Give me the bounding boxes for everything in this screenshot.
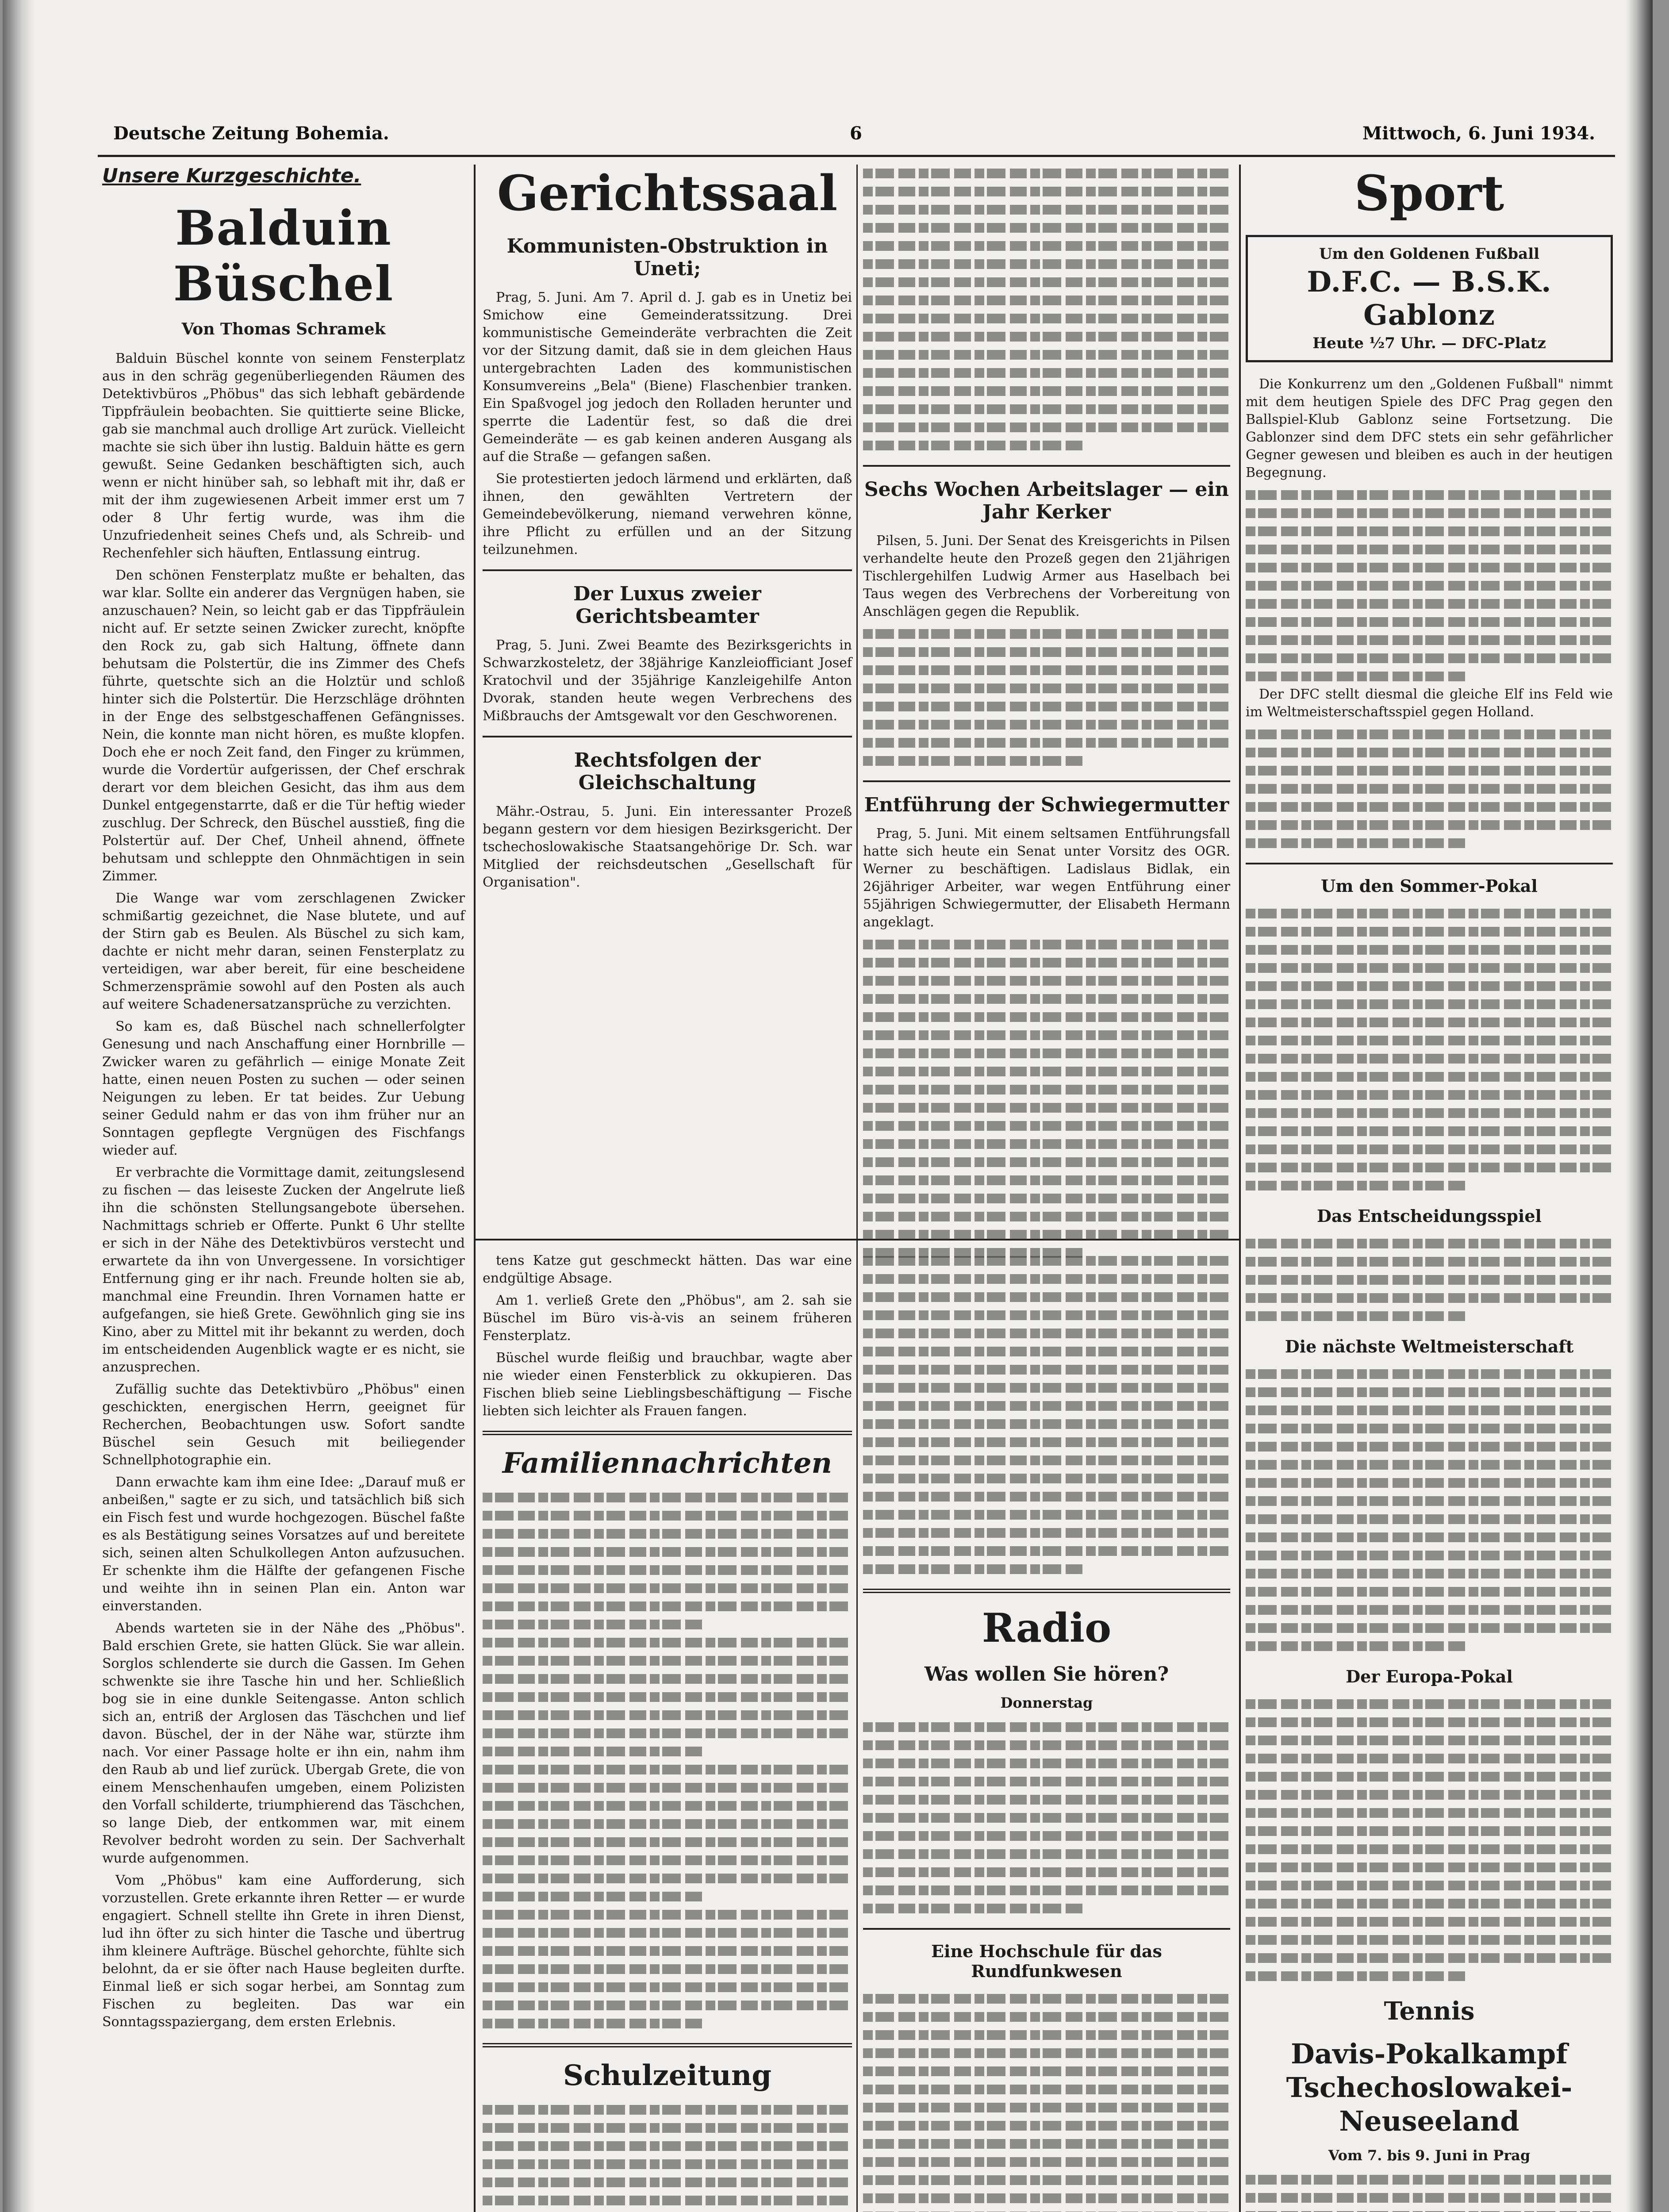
text-line bbox=[1246, 1424, 1613, 1433]
text-line bbox=[863, 1994, 1230, 2004]
story-paragraph: Am 1. verließ Grete den „Phöbus", am 2. sah sie Büschel im Büro vis-à-vis an seinem früheren Fensterplatz. bbox=[483, 1293, 856, 1344]
text-line bbox=[863, 1401, 1230, 1411]
text-line bbox=[863, 386, 1230, 396]
masthead-date: Mittwoch, 6. Juni 1934. bbox=[1362, 123, 1595, 144]
text-line bbox=[1246, 1036, 1613, 1045]
masthead-left: Deutsche Zeitung Bohemia. bbox=[113, 123, 389, 144]
text-line bbox=[483, 2019, 704, 2028]
story-paragraph: Er verbrachte die Vormittage damit, zeitungslesend zu fischen — das leiseste Zucken der Angelrute ließ ihn die schönsten Stellungsangebote übersehen. Nachmittags schrieb er Offerte. Punkt 6 Uhr stellte er sich in der Nähe des Detektivbüros verstecht und erwartete da ihn von Unvergessene. In vorsichtiger Entfernung ging er ihr nach. Freunde holten sie ab, manchmal eine Freundin. Ihren Vornamen hatte er aufgefangen, sie hieß Grete. Gewöhnlich ging sie ins Kino, aber zu Mittel mit ihr bekannt zu werden, doch im entscheidenden Augenblick wagte er es nicht, sie anzusprechen. bbox=[102, 1165, 469, 1375]
text-line bbox=[483, 1529, 852, 1539]
text-line bbox=[1246, 1072, 1613, 1082]
text-line bbox=[863, 1139, 1230, 1149]
story-paragraph: Zufällig suchte das Detektivbüro „Phöbus" einen geschickten, energischen Herrn, geeignet für Recherchen, Beobachtungen usw. Sofort sandte Büschel sein Gesuch mit beiliegender Schnellphotographie ein. bbox=[102, 1382, 469, 1468]
text-line bbox=[863, 332, 1230, 342]
text-line bbox=[863, 1722, 1230, 1732]
text-line bbox=[863, 1795, 1230, 1805]
text-line bbox=[863, 1492, 1230, 1502]
text-line bbox=[1246, 1605, 1613, 1615]
text-line bbox=[483, 1656, 852, 1666]
text-line bbox=[1246, 1090, 1613, 1100]
text-line bbox=[863, 350, 1230, 360]
radio-subheading: Was wollen Sie hören? bbox=[924, 1663, 1169, 1686]
section-title-court: Gerichtssaal bbox=[497, 165, 838, 222]
text-line bbox=[863, 1419, 1230, 1429]
text-line bbox=[1246, 1772, 1613, 1782]
text-line bbox=[483, 1620, 704, 1629]
text-line bbox=[863, 2121, 1230, 2131]
text-line bbox=[863, 2157, 1230, 2167]
match-announcement-box bbox=[1246, 235, 1613, 362]
text-line bbox=[1246, 2175, 1613, 2185]
text-line bbox=[1246, 784, 1613, 794]
column-court-continued bbox=[863, 165, 1235, 1235]
text-line bbox=[1246, 1442, 1613, 1452]
article-divider bbox=[483, 736, 852, 737]
sport-heading: Um den Sommer-Pokal bbox=[1321, 876, 1538, 896]
text-line bbox=[1246, 1717, 1613, 1727]
story-paragraph: Dann erwachte kam ihm eine Idee: „Darauf muß er anbeißen," sagte er zu sich, und tatsächlich biß sich ein Fisch fest und wurde hochgezogen. Büschel faßte es als Bestätigung seines Vorsatzes auf und bereitete sich, seinen alten Schulkollegen Anton aufzusuchen. Er schenkte ihm die Hälfte der gefangenen Fische und weihte ihn in seinen Plan ein. Anton war einverstanden. bbox=[102, 1475, 469, 1614]
text-line bbox=[1246, 508, 1613, 518]
text-line bbox=[863, 241, 1230, 251]
text-line bbox=[863, 1012, 1230, 1022]
text-line bbox=[863, 976, 1230, 986]
article-body bbox=[863, 1990, 1230, 2212]
story-paragraph: Balduin Büschel konnte von seinem Fensterplatz aus in den schräg gegenüberliegenden Räumen des Detektivbüros „Phöbus" das sich lebhaft gebärdende Tippfräulein beobachten. Sie quittierte seine Blicke, gab sie manchmal auch drollige Art zurück. Vielleicht machte sie sich über ihn lustig. Balduin hätte es gern gewußt. Seine Gedanken beschäftigten sich, auch wenn er nicht hinüber sah, so lebhaft mit ihr, daß er mit der ihm zugewiesenen Arbeit immer erst um 7 oder 8 Uhr fertig wurde, was ihm die Unzufriedenheit seines Chefs und, als Schreib- und Rechenfehler sich häuften, Entlassung eintrug. bbox=[102, 351, 469, 561]
radio-day: Donnerstag bbox=[1000, 1694, 1093, 1711]
text-line bbox=[863, 1740, 1230, 1750]
story-paragraph: Büschel wurde fleißig und brauchbar, wagte aber nie wieder einen Fensterblick zu okkupieren. Das Fischen blieb seine Lieblingsbeschäftigung — Fische liebten sich leichter als Frauen fangen. bbox=[483, 1350, 856, 1419]
text-line bbox=[1246, 999, 1613, 1009]
text-line bbox=[483, 1765, 852, 1774]
story-title: Balduin Büschel bbox=[173, 200, 394, 312]
column-rule-mid bbox=[856, 165, 858, 1244]
text-line bbox=[1246, 1369, 1613, 1379]
story-paragraph: Die Wange war vom zerschlagenen Zwicker schmißartig gezeichnet, die Nase blutete, und auf der Stirn gab es Beulen. Als Büschel zu sich kam, dachte er nicht mehr daran, seinen Fensterplatz zu verteidigen, war aber bereit, für eine bescheidene Schmerzensprämie sowohl auf den Posten als auch auf weitere Schadenersatzansprüche zu verzichten. bbox=[102, 891, 469, 1012]
text-line bbox=[1246, 672, 1466, 681]
article-paragraph: Prag, 5. Juni. Zwei Beamte des Bezirksgerichts in Schwarzkosteletz, der 38jährige Kanzleiofficiant Josef Kratochvil und der 35jährige Kanzleigehilfe Anton Dvorak, standen heute wegen Verbrechens des Mißbrauchs der Amtsgewalt vor den Geschworenen. bbox=[483, 637, 856, 724]
text-line bbox=[1246, 1754, 1613, 1763]
text-line bbox=[1246, 1808, 1613, 1818]
text-line bbox=[863, 1274, 1230, 1284]
story-paragraph: So kam es, daß Büschel nach schnellerfolgter Genesung und nach Anschaffung einer Hornbrille — Zwicker waren zu gefährlich — einige Monate Zeit hatte, einen neuen Posten zu suchen — oder seinen Neigungen zu leben. Er tat beides. Zur Uebung seiner Geduld nahm er das von ihm früher nur an Sonntagen gepflegte Vergnügen des Fischfangs wieder auf. bbox=[102, 1019, 469, 1158]
text-line bbox=[863, 1867, 1230, 1877]
school-continued-body bbox=[863, 1252, 1230, 1578]
text-line bbox=[483, 1638, 852, 1647]
text-line bbox=[1246, 1623, 1613, 1633]
text-line bbox=[1246, 1275, 1613, 1285]
text-line bbox=[863, 1777, 1230, 1786]
text-line bbox=[1246, 1844, 1613, 1854]
text-line bbox=[863, 1256, 1230, 1266]
text-line bbox=[863, 2012, 1230, 2022]
text-line bbox=[863, 2193, 1230, 2203]
sport-heading: Der Europa-Pokal bbox=[1346, 1667, 1513, 1686]
scan-edge-left bbox=[3, 0, 35, 2212]
text-line bbox=[1246, 766, 1613, 776]
text-line bbox=[863, 1365, 1230, 1375]
match-announcement-title: D.F.C. — B.S.K. Gablonz bbox=[1307, 265, 1552, 332]
text-line bbox=[863, 277, 1230, 287]
text-line bbox=[863, 169, 1230, 178]
text-line bbox=[863, 1546, 1230, 1556]
text-line bbox=[863, 1157, 1230, 1167]
text-line bbox=[863, 1212, 1230, 1221]
story-paragraph: tens Katze gut geschmeckt hätten. Das war eine endgültige Absage. bbox=[483, 1253, 856, 1286]
text-line bbox=[863, 720, 1230, 730]
text-line bbox=[483, 1910, 852, 1920]
text-line bbox=[863, 940, 1230, 949]
text-line bbox=[863, 441, 1083, 450]
text-line bbox=[1246, 963, 1613, 973]
article-heading: Sechs Wochen Arbeitslager — ein Jahr Kerker bbox=[864, 478, 1229, 523]
text-line bbox=[1246, 1126, 1613, 1136]
section-divider bbox=[483, 1431, 852, 1435]
article-divider bbox=[1246, 863, 1613, 864]
text-line bbox=[1246, 1826, 1613, 1836]
section-divider bbox=[483, 2043, 852, 2047]
article-paragraph: Prag, 5. Juni. Mit einem seltsamen Entführungsfall hatte sich heute ein Senat unter Vorsitz des OGR. Werner zu beschäftigen. Ladislaus Bidlak, ein 26jähriger Arbeiter, war wegen Entführung einer 55jährigen Schwiegermutter, der Elisabeth Hermann angeklagt. bbox=[863, 826, 1235, 930]
column-court bbox=[483, 165, 856, 1235]
page-number: 6 bbox=[850, 123, 862, 144]
article-divider bbox=[863, 465, 1230, 467]
text-line bbox=[863, 1455, 1230, 1465]
text-line bbox=[1246, 1163, 1613, 1172]
text-line bbox=[863, 994, 1230, 1004]
text-line bbox=[863, 1437, 1230, 1447]
text-line bbox=[483, 1692, 852, 1702]
article-paragraph: Mähr.-Ostrau, 5. Juni. Ein interessanter Prozeß begann gestern vor dem hiesigen Bezirksgericht. Der tschechoslowakische Staatsangehörige Dr. Sch. war Mitglied der reichsdeutschen „Gesellschaft für Organisation". bbox=[483, 804, 856, 890]
text-line bbox=[1246, 981, 1613, 991]
text-line bbox=[1246, 1054, 1613, 1064]
text-line bbox=[483, 1493, 852, 1502]
text-line bbox=[1246, 1108, 1613, 1118]
text-line bbox=[863, 223, 1230, 233]
text-line bbox=[863, 1121, 1230, 1131]
column-story bbox=[102, 165, 469, 2212]
text-line bbox=[863, 187, 1230, 196]
text-line bbox=[1246, 1699, 1613, 1709]
text-line bbox=[863, 1030, 1230, 1040]
text-line bbox=[1246, 1478, 1613, 1488]
text-line bbox=[483, 1674, 852, 1684]
text-line bbox=[863, 665, 1230, 675]
text-line bbox=[1246, 1881, 1613, 1890]
story-paragraph: Den schönen Fensterplatz mußte er behalten, das war klar. Sollte ein anderer das Vergnügen haben, sie anzuschauen? Nein, so leicht gab er das Tippfräulein nicht auf. Er setzte seinen Zwicker zurecht, knöpfte den Rock zu, gab sich Haltung, öffnete dann behutsam die Polstertür, die ins Zimmer des Chefs führte, quetschte sich an die Holztür und schloß hinter sich die Polstertür. Die Herzschläge dröhnten in der Enge des selbstgeschaffenen Gefängnisses. Nein, die konnte man nicht hören, es mußte klopfen. Doch ehe er noch Zeit fand, den Finger zu krümmen, wurde die Vordertür aufgerissen, der Chef erschrak derart vor dem bleichen Gesicht, das ihm aus dem Dunkel entgegenstarrte, daß er die Tür heftig wieder zuschlug. Der Schreck, den Büschel ausstieß, fing die Polstertür auf. Der Chef, Unheil ahnend, öffnete behutsam und schleppte den Ohnmächtigen in sein Zimmer. bbox=[102, 568, 469, 884]
text-line bbox=[1246, 1917, 1613, 1927]
text-line bbox=[1246, 545, 1613, 554]
text-line bbox=[483, 1583, 852, 1593]
text-line bbox=[1246, 838, 1466, 848]
text-line bbox=[1246, 1532, 1613, 1542]
sport-paragraph: Die Konkurrenz um den „Goldenen Fußball" nimmt mit dem heutigen Spiele des DFC Prag gegen den Ballspiel-Klub Gablonz seine Fortsetzung. Die Gablonzer sind dem DFC stets ein sehr gefährlicher Gegner gewesen und bleiben es auch in der heutigen Begegnung. bbox=[1246, 376, 1617, 480]
text-line bbox=[483, 2001, 852, 2010]
text-line bbox=[483, 2159, 852, 2169]
text-line bbox=[863, 1175, 1230, 1185]
sport-body bbox=[1246, 486, 1613, 685]
text-line bbox=[1246, 1144, 1613, 1154]
article-heading: Rechtsfolgen der Gleichschaltung bbox=[574, 749, 761, 794]
section-title-sport: Sport bbox=[1354, 165, 1504, 222]
text-line bbox=[863, 205, 1230, 215]
text-line bbox=[1246, 748, 1613, 757]
family-news-body bbox=[483, 1489, 852, 2032]
text-line bbox=[1246, 802, 1613, 812]
text-line bbox=[863, 1067, 1230, 1076]
text-line bbox=[1246, 1899, 1613, 1909]
article-divider bbox=[863, 1928, 1230, 1930]
text-line bbox=[1246, 1387, 1613, 1397]
text-line bbox=[863, 368, 1230, 378]
header-rule bbox=[98, 155, 1615, 157]
sport-heading: Die nächste Weltmeisterschaft bbox=[1285, 1336, 1574, 1356]
court-continued-body bbox=[863, 165, 1230, 454]
text-line bbox=[483, 1946, 852, 1956]
radio-heading: Radio bbox=[982, 1605, 1112, 1651]
davis-cup-title: Davis-Pokalkampf Tschechoslowakei-Neuseeland bbox=[1286, 2038, 1573, 2137]
story-body bbox=[102, 350, 469, 2031]
text-line bbox=[483, 1801, 852, 1811]
text-line bbox=[483, 1747, 704, 1756]
article-body bbox=[863, 625, 1230, 770]
section-divider bbox=[863, 1589, 1230, 1593]
text-line bbox=[1246, 1971, 1466, 1981]
text-line bbox=[863, 422, 1230, 432]
text-line bbox=[1246, 526, 1613, 536]
text-line bbox=[1246, 617, 1613, 627]
text-line bbox=[863, 1886, 1230, 1895]
text-line bbox=[483, 1601, 852, 1611]
text-line bbox=[1246, 1790, 1613, 1800]
text-line bbox=[483, 1928, 852, 1938]
sport-heading: Das Entscheidungsspiel bbox=[1317, 1206, 1542, 1226]
text-line bbox=[863, 1347, 1230, 1356]
text-line bbox=[1246, 820, 1613, 830]
text-line bbox=[863, 1194, 1230, 1203]
sport-paragraph: Der DFC stellt diesmal die gleiche Elf ins Feld wie im Weltmeisterschaftsspiel gegen Holland. bbox=[1246, 687, 1617, 720]
text-line bbox=[863, 738, 1230, 748]
text-line bbox=[863, 259, 1230, 269]
text-line bbox=[863, 1510, 1230, 1520]
article-heading: Kommunisten-Obstruktion in Uneti; bbox=[506, 235, 828, 280]
text-line bbox=[863, 1904, 1083, 1913]
article-divider bbox=[863, 780, 1230, 782]
text-line bbox=[1246, 563, 1613, 572]
text-line bbox=[1246, 635, 1613, 645]
text-line bbox=[863, 684, 1230, 693]
text-line bbox=[863, 2048, 1230, 2058]
tennis-body bbox=[1246, 2171, 1613, 2212]
text-line bbox=[1246, 1641, 1466, 1651]
column-radio bbox=[863, 1252, 1230, 2212]
text-line bbox=[1246, 599, 1613, 609]
newspaper-page bbox=[3, 0, 1653, 2212]
text-line bbox=[863, 1849, 1230, 1859]
sport-body bbox=[1246, 1695, 1613, 1985]
text-line bbox=[863, 404, 1230, 414]
text-line bbox=[1246, 945, 1613, 955]
article-paragraph: Pilsen, 5. Juni. Der Senat des Kreisgerichts in Pilsen verhandelte heute den Prozeß gegen den 21jährigen Tischlergehilfen Ludwig Armer aus Haselbach bei Taus wegen des Verbrechens der Vorbereitung von Anschlägen gegen die Republik. bbox=[863, 533, 1235, 619]
text-line bbox=[1246, 490, 1613, 500]
text-line bbox=[863, 1813, 1230, 1823]
sport-body bbox=[1246, 905, 1613, 1194]
text-line bbox=[1246, 1935, 1613, 1945]
text-line bbox=[1246, 581, 1613, 591]
column-story-end bbox=[483, 1252, 856, 2212]
article-heading: Eine Hochschule für das Rundfunkwesen bbox=[931, 1941, 1162, 1981]
text-line bbox=[1246, 1239, 1613, 1248]
text-line bbox=[1246, 1181, 1466, 1190]
text-line bbox=[1246, 1863, 1613, 1872]
column-sport bbox=[1246, 165, 1617, 2212]
text-line bbox=[863, 1474, 1230, 1483]
text-line bbox=[483, 1710, 852, 1720]
text-line bbox=[483, 1982, 852, 1992]
text-line bbox=[483, 2141, 852, 2151]
text-line bbox=[1246, 653, 1613, 663]
text-line bbox=[863, 2103, 1230, 2112]
match-announcement-time: Heute ½7 Uhr. — DFC-Platz bbox=[1312, 334, 1546, 352]
text-line bbox=[863, 1103, 1230, 1113]
text-line bbox=[1246, 1569, 1613, 1578]
text-line bbox=[483, 1892, 704, 1901]
text-line bbox=[863, 1383, 1230, 1393]
sport-body bbox=[1246, 1235, 1613, 1325]
text-line bbox=[1246, 1496, 1613, 1506]
text-line bbox=[1246, 730, 1613, 739]
text-line bbox=[483, 1783, 852, 1793]
text-line bbox=[483, 1855, 852, 1865]
text-line bbox=[863, 958, 1230, 968]
text-line bbox=[1246, 1551, 1613, 1560]
text-line bbox=[863, 1292, 1230, 1302]
article-heading: Entführung der Schwiegermutter bbox=[864, 794, 1229, 816]
text-line bbox=[1246, 927, 1613, 937]
sport-body bbox=[1246, 1365, 1613, 1655]
text-line bbox=[483, 1874, 852, 1883]
text-line bbox=[863, 2066, 1230, 2076]
column-rule-mid-lower bbox=[856, 1241, 858, 2212]
column-rule-1 bbox=[474, 165, 476, 2212]
tennis-heading: Tennis bbox=[1384, 1997, 1475, 2026]
text-line bbox=[863, 2175, 1230, 2185]
text-line bbox=[863, 1759, 1230, 1768]
sport-body bbox=[1246, 726, 1613, 852]
text-line bbox=[483, 1565, 852, 1575]
scan-edge-right bbox=[1626, 0, 1653, 2212]
text-line bbox=[483, 1728, 852, 1738]
text-line bbox=[863, 1085, 1230, 1094]
family-news-heading: Familiennachrichten bbox=[502, 1447, 833, 1480]
match-announcement-kicker: Um den Goldenen Fußball bbox=[1319, 245, 1540, 263]
text-line bbox=[863, 2030, 1230, 2040]
article-paragraph: Prag, 5. Juni. Am 7. April d. J. gab es in Unetiz bei Smichow eine Gemeinderatssitzung. Drei kommunistische Gemeinderäte verbrachten die Zeit vor der Sitzung damit, daß sie in dem gleichen Haus untergebrachten Laden des kommunistischen Konsumvereins „Bela" (Biene) Flaschenbier tranken. Ein Spaßvogel jog jedoch den Rolladen herunter und sperrte die Ladentür fest, so daß die drei Gemeinderäte — es gab keinen anderen Ausgang als auf die Straße — gefangen saßen. bbox=[483, 290, 856, 465]
story-kicker: Unsere Kurzgeschichte. bbox=[102, 165, 361, 187]
column-rule-2 bbox=[1239, 165, 1241, 2212]
text-line bbox=[1246, 1953, 1613, 1963]
text-line bbox=[1246, 1514, 1613, 1524]
story-paragraph: Abends warteten sie in der Nähe des „Phöbus". Bald erschien Grete, sie hatten Glück. Sie war allein. Sorglos schlenderte sie durch die Gassen. Im Gehen schwenkte sie ihre Tasche hin und her. Schließlich bog sie in eine dunkle Seitengasse. Anton schlich sich an, entriß der Arglosen das Täschchen und lief davon. Büschel, der in der Nähe war, stürzte ihm nach. Vor einer Passage holte er ihn ein, nahm ihm den Raub ab und lief zurück. Ubergab Grete, die von einem Menschenhaufen umgeben, einem Polizisten den Vorfall schilderte, triumphierend das Täschchen, so lange Dieb, der entkommen war, mit einem Revolver bedroht worden zu sein. Der Sachverhalt wurde aufgenommen. bbox=[102, 1621, 469, 1866]
text-line bbox=[863, 1528, 1230, 1538]
text-line bbox=[1246, 1406, 1613, 1415]
text-line bbox=[483, 2123, 852, 2133]
text-line bbox=[483, 1837, 852, 1847]
text-line bbox=[863, 2085, 1230, 2094]
davis-cup-dates: Vom 7. bis 9. Juni in Prag bbox=[1328, 2147, 1531, 2164]
text-line bbox=[863, 1048, 1230, 1058]
text-line bbox=[863, 702, 1230, 711]
story-paragraph: Vom „Phöbus" kam eine Aufforderung, sich vorzustellen. Grete erkannte ihren Retter — er wurde engagiert. Schnell stellte ihn Grete in ihren Dienst, lud ihn öfter zu sich hinter die Tasche und übertrug ihm kleinere Aufträge. Büschel gehorchte, fühlte sich belohnt, da er sie öfter nach Hause begleiten durfte. Einmal ließ er sich sogar herbei, am Sonntag zum Fischen zu begleiten. Das war ein Sonntagsspaziergang, dem ersten Erlebnis. bbox=[102, 1873, 469, 2030]
text-line bbox=[863, 1230, 1230, 1240]
text-line bbox=[863, 2139, 1230, 2149]
story-byline: Von Thomas Schramek bbox=[181, 320, 386, 338]
text-line bbox=[863, 1564, 1083, 1574]
text-line bbox=[1246, 1460, 1613, 1470]
text-line bbox=[863, 1310, 1230, 1320]
text-line bbox=[483, 1547, 852, 1557]
school-news-heading: Schulzeitung bbox=[563, 2059, 772, 2092]
text-line bbox=[483, 2196, 852, 2205]
text-line bbox=[863, 296, 1230, 305]
text-line bbox=[1246, 2193, 1613, 2203]
text-line bbox=[483, 1819, 852, 1829]
article-divider bbox=[483, 569, 852, 571]
text-line bbox=[863, 647, 1230, 657]
text-line bbox=[483, 1511, 852, 1521]
text-line bbox=[1246, 1257, 1613, 1267]
text-line bbox=[863, 1329, 1230, 1338]
text-line bbox=[863, 1831, 1230, 1841]
text-line bbox=[863, 314, 1230, 323]
article-body bbox=[863, 936, 1230, 1262]
text-line bbox=[1246, 1736, 1613, 1745]
text-line bbox=[1246, 1311, 1466, 1321]
text-line bbox=[483, 2105, 852, 2115]
text-line bbox=[483, 1964, 852, 1974]
text-line bbox=[1246, 1293, 1613, 1303]
text-line bbox=[1246, 1018, 1613, 1027]
text-line bbox=[1246, 1587, 1613, 1597]
radio-program bbox=[863, 1718, 1230, 1917]
text-line bbox=[483, 2177, 852, 2187]
text-line bbox=[863, 629, 1230, 639]
article-heading: Der Luxus zweier Gerichtsbeamter bbox=[573, 583, 761, 628]
article-paragraph: Sie protestierten jedoch lärmend und erklärten, daß ihnen, den gewählten Vertretern der Gemeindebevölkerung, niemand verwehren könne, ihre Pflicht zu erfüllen und an der Sitzung teilzunehmen. bbox=[483, 471, 856, 557]
text-line bbox=[863, 756, 1083, 766]
text-line bbox=[1246, 909, 1613, 918]
school-news-body bbox=[483, 2101, 852, 2212]
